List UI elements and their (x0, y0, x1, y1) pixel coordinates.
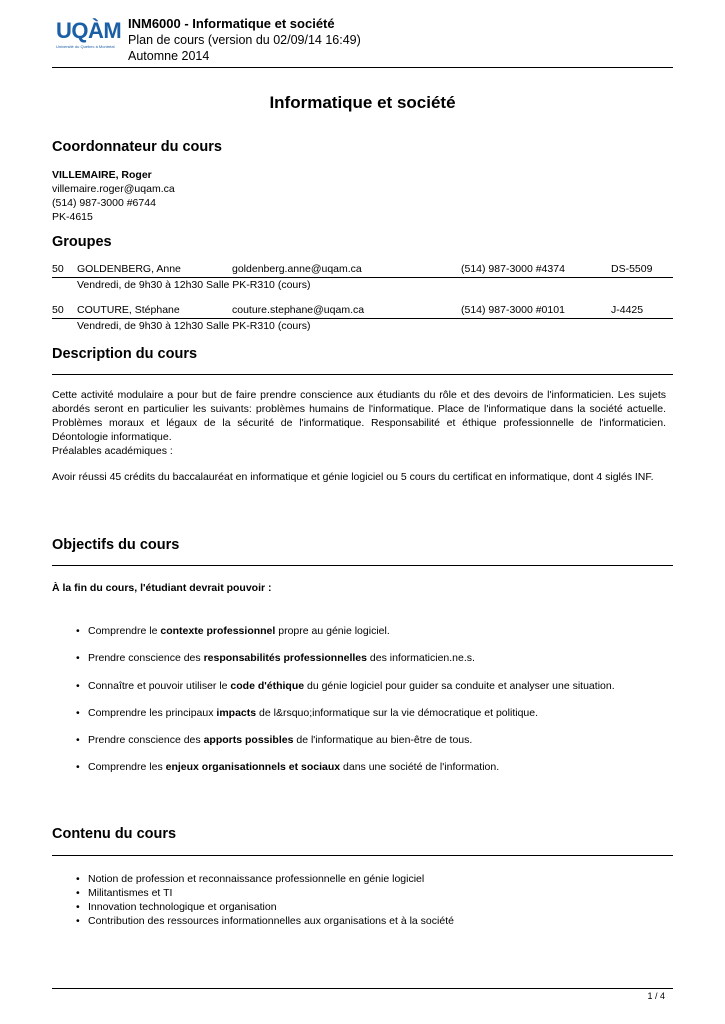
uqam-logo (56, 18, 122, 54)
section-divider (52, 565, 673, 566)
group-teacher: COUTURE, Stéphane (77, 304, 180, 316)
list-item: • Comprendre les enjeux organisationnels et sociaux dans une société de l'information. (52, 760, 615, 787)
group-row (52, 304, 673, 333)
objectives-list (52, 624, 615, 788)
course-title: INM6000 - Informatique et société (128, 16, 335, 31)
coordinator-phone: (514) 987-3000 #6744 (52, 197, 156, 209)
list-item: • Prendre conscience des apports possibles de l'informatique au bien-être de tous. (52, 733, 615, 760)
coordinator-email[interactable]: villemaire.roger@uqam.ca (52, 183, 175, 195)
objectives-heading: Objectifs du cours (52, 537, 180, 553)
list-item: • Prendre conscience des responsabilités professionnelles des informaticien.ne.s. (52, 651, 615, 678)
document-title: Informatique et société (269, 93, 456, 112)
description-text (52, 388, 666, 458)
group-email[interactable]: goldenberg.anne@uqam.ca (232, 263, 362, 275)
logo-subtitle: Université du Québec à Montréal (56, 44, 115, 49)
group-schedule: Vendredi, de 9h30 à 12h30 Salle PK-R310 (cours) (77, 320, 311, 332)
logo-text: UQÀM (56, 18, 122, 43)
coordinator-office: PK-4615 (52, 211, 93, 223)
section-divider (52, 374, 673, 375)
list-item: • Connaître et pouvoir utiliser le code d'éthique du génie logiciel pour guider sa conduite et analyser une situation. (52, 679, 615, 706)
prerequisites-text: Avoir réussi 45 crédits du baccalauréat en informatique et génie logiciel ou 5 cours du certificat en informatique, dont 4 siglés INF. (52, 471, 654, 483)
coordinator-block (52, 168, 175, 224)
list-item: • Comprendre les principaux impacts de l&rsquo;informatique sur la vie démocratique et politique. (52, 706, 615, 733)
prerequisites-label: Préalables académiques : (52, 445, 173, 457)
list-item: • Militantismes et TI (52, 886, 454, 900)
group-teacher: GOLDENBERG, Anne (77, 263, 181, 275)
content-list (52, 872, 454, 928)
description-paragraph: Cette activité modulaire a pour but de faire prendre conscience aux étudiants du rôle et des devoirs de l'informaticien. Les sujets abordés seront en particulier les suivants: problèmes humains de l'informatique. Place de l'informatique dans la société actuelle. Problèmes moraux et légaux de la sécurité de l'informatique. Responsabilité et éthique professionnelle de l'informaticien. Déontologie informatique. (52, 389, 666, 443)
list-item: • Innovation technologique et organisation (52, 900, 454, 914)
group-email[interactable]: couture.stephane@uqam.ca (232, 304, 365, 316)
group-office: J-4425 (611, 304, 644, 316)
section-divider (52, 855, 673, 856)
term: Automne 2014 (128, 49, 210, 63)
group-office: DS-5509 (611, 263, 653, 275)
list-item: • Notion de profession et reconnaissance professionnelle en génie logiciel (52, 872, 454, 886)
list-item: • Comprendre le contexte professionnel propre au génie logiciel. (52, 624, 615, 651)
objectives-intro: À la fin du cours, l'étudiant devrait pouvoir : (52, 582, 272, 594)
page-header (128, 16, 361, 64)
group-phone: (514) 987-3000 #0101 (461, 304, 565, 316)
coordinator-name: VILLEMAIRE, Roger (52, 169, 152, 181)
group-number: 50 (52, 263, 64, 275)
groups-heading: Groupes (52, 234, 112, 250)
plan-version: Plan de cours (version du 02/09/14 16:49) (128, 33, 361, 47)
group-schedule: Vendredi, de 9h30 à 12h30 Salle PK-R310 (cours) (77, 279, 311, 291)
page-number: 1 / 4 (647, 991, 665, 1001)
list-item: • Contribution des ressources informationnelles aux organisations et à la société (52, 914, 454, 928)
description-heading: Description du cours (52, 346, 198, 362)
coordinator-heading: Coordonnateur du cours (52, 139, 222, 155)
footer-divider (52, 988, 673, 989)
content-heading: Contenu du cours (52, 826, 177, 842)
group-row (52, 263, 673, 292)
group-phone: (514) 987-3000 #4374 (461, 263, 565, 275)
group-number: 50 (52, 304, 64, 316)
header-divider (52, 67, 673, 68)
